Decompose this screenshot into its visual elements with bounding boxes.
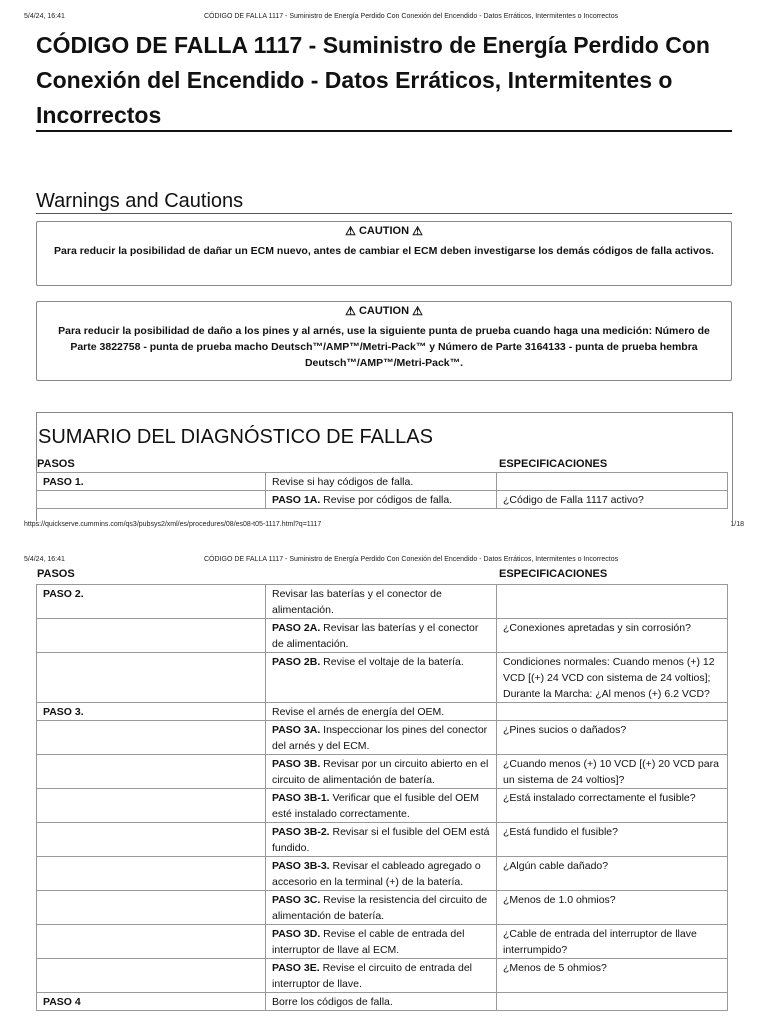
warnings-heading: Warnings and Cautions [36, 190, 244, 212]
caution-label: CAUTION [358, 225, 410, 237]
action-text: Verificar que el fusible del OEM esté instalado correctamente. [272, 792, 479, 820]
action-text: Revise la resistencia del circuito de alimentación de batería. [272, 894, 488, 922]
action-text: Revise el voltaje de la batería. [320, 656, 464, 668]
table-row [37, 653, 728, 703]
caution-label-row [37, 224, 731, 238]
warnings-divider [36, 213, 732, 214]
spec-cell: Condiciones normales: Cuando menos (+) 12 VCD [(+) 24 VCD con sistema de 24 voltios]; Durante la Marcha: ¿Al menos (+) 6.2 VCD? [497, 653, 728, 703]
step-cell [37, 823, 266, 857]
step-cell [37, 891, 266, 925]
col-header-pasos: PASOS [37, 458, 75, 470]
table-row [37, 491, 728, 509]
table-row [37, 619, 728, 653]
spec-cell: ¿Pines sucios o dañados? [497, 721, 728, 755]
action-step-label: PASO 3E. [272, 962, 320, 974]
step-cell: PASO 2. [37, 585, 266, 619]
header-date: 5/4/24, 16:41 [24, 556, 65, 563]
action-step-label: PASO 3B-1. [272, 792, 330, 804]
table-row [37, 891, 728, 925]
action-cell [266, 473, 497, 491]
caution-text: Para reducir la posibilidad de daño a los pines y al arnés, use la siguiente punta de prueba cuando haga una medición: Número de Parte 3822758 - punta de prueba macho Deutsch™/AMP™/Metri-Pack™ y Número de Parte 3164133 - punta de prueba hembra Deutsch™/AMP™/Metri-Pack™. [58, 325, 710, 369]
table-row [37, 721, 728, 755]
step-cell [37, 619, 266, 653]
action-text: Revisar por un circuito abierto en el circuito de alimentación de batería. [272, 758, 489, 786]
action-step-label: PASO 2A. [272, 622, 321, 634]
action-text: Revise por códigos de falla. [320, 494, 453, 506]
caution-box-1 [36, 221, 732, 286]
step-cell: PASO 1. [37, 473, 266, 491]
spec-cell: ¿Cuando menos (+) 10 VCD [(+) 20 VCD para un sistema de 24 voltios]? [497, 755, 728, 789]
action-text: Revise el circuito de entrada del interruptor de llave. [272, 962, 472, 990]
action-step-label: PASO 3C. [272, 894, 321, 906]
table-row [37, 703, 728, 721]
diagnostic-table-page2 [36, 584, 728, 1011]
action-text: Revisar si el fusible del OEM está fundido. [272, 826, 490, 854]
action-text: Borre los códigos de falla. [272, 996, 393, 1008]
table-row [37, 755, 728, 789]
step-cell [37, 789, 266, 823]
warning-triangle-icon: ⚠ [412, 304, 423, 318]
step-cell [37, 653, 266, 703]
step-cell [37, 491, 266, 509]
table-row [37, 857, 728, 891]
action-cell [266, 857, 497, 891]
action-text: Revisar el cableado agregado o accesorio en la terminal (+) de la batería. [272, 860, 481, 888]
step-cell [37, 721, 266, 755]
caution-box-2 [36, 301, 732, 381]
caution-text: Para reducir la posibilidad de dañar un ECM nuevo, antes de cambiar el ECM deben investigarse los demás códigos de falla activos. [54, 245, 714, 257]
action-cell [266, 891, 497, 925]
action-step-label: PASO 3D. [272, 928, 321, 940]
step-cell: PASO 3. [37, 703, 266, 721]
spec-cell: ¿Menos de 1.0 ohmios? [497, 891, 728, 925]
footer-page-number: 1/18 [730, 521, 744, 528]
warning-triangle-icon: ⚠ [345, 304, 356, 318]
diagnostic-table-page1 [36, 472, 728, 509]
action-step-label: PASO 2B. [272, 656, 321, 668]
col-header-pasos: PASOS [37, 568, 75, 580]
action-cell [266, 703, 497, 721]
spec-cell: ¿Menos de 5 ohmios? [497, 959, 728, 993]
spec-cell: ¿Conexiones apretadas y sin corrosión? [497, 619, 728, 653]
warning-triangle-icon: ⚠ [412, 224, 423, 238]
spec-cell [497, 703, 728, 721]
footer-url: https://quickserve.cummins.com/qs3/pubsys2/xml/es/procedures/08/es08-t05-1117.html?q=1117 [24, 521, 322, 528]
step-cell [37, 755, 266, 789]
action-step-label: PASO 3B-2. [272, 826, 330, 838]
col-header-spec: ESPECIFICACIONES [499, 568, 608, 580]
spec-cell: ¿Está instalado correctamente el fusible? [497, 789, 728, 823]
table-row [37, 993, 728, 1011]
table-row [37, 959, 728, 993]
step-cell: PASO 4 [37, 993, 266, 1011]
page-title: CÓDIGO DE FALLA 1117 - Suministro de Energía Perdido Con Conexión del Encendido - Datos Erráticos, Intermitentes o Incorrectos [36, 32, 710, 128]
action-cell [266, 721, 497, 755]
table-row [37, 789, 728, 823]
spec-cell [497, 993, 728, 1011]
action-text: Revise si hay códigos de falla. [272, 476, 414, 488]
step-cell [37, 925, 266, 959]
step-cell [37, 959, 266, 993]
action-text: Inspeccionar los pines del conector del arnés y del ECM. [272, 724, 488, 752]
action-cell [266, 491, 497, 509]
action-text: Revise el arnés de energía del OEM. [272, 706, 445, 718]
action-step-label: PASO 3A. [272, 724, 321, 736]
action-text: Revise el cable de entrada del interruptor de llave al ECM. [272, 928, 465, 956]
action-cell [266, 823, 497, 857]
warning-triangle-icon: ⚠ [345, 224, 356, 238]
action-cell [266, 925, 497, 959]
action-step-label: PASO 3B-3. [272, 860, 330, 872]
action-text: Revisar las baterías y el conector de alimentación. [272, 622, 479, 650]
header-date: 5/4/24, 16:41 [24, 13, 65, 20]
action-cell [266, 585, 497, 619]
table-row [37, 585, 728, 619]
action-cell [266, 993, 497, 1011]
action-step-label: PASO 1A. [272, 494, 321, 506]
summary-heading: SUMARIO DEL DIAGNÓSTICO DE FALLAS [38, 426, 433, 448]
action-cell [266, 959, 497, 993]
spec-cell: ¿Cable de entrada del interruptor de llave interrumpido? [497, 925, 728, 959]
action-step-label: PASO 3B. [272, 758, 321, 770]
col-header-spec: ESPECIFICACIONES [499, 458, 608, 470]
step-cell [37, 857, 266, 891]
caution-label-row [37, 304, 731, 318]
spec-cell: ¿Está fundido el fusible? [497, 823, 728, 857]
table-row [37, 823, 728, 857]
spec-cell [497, 473, 728, 491]
action-cell [266, 789, 497, 823]
header-title: CÓDIGO DE FALLA 1117 - Suministro de Energía Perdido Con Conexión del Encendido - Datos Erráticos, Intermitentes o Incorrectos [204, 556, 619, 563]
caution-label: CAUTION [358, 305, 410, 317]
action-cell [266, 619, 497, 653]
action-text: Revisar las baterías y el conector de alimentación. [272, 588, 442, 616]
title-divider [36, 130, 732, 132]
header-title: CÓDIGO DE FALLA 1117 - Suministro de Energía Perdido Con Conexión del Encendido - Datos Erráticos, Intermitentes o Incorrectos [204, 13, 619, 20]
table-row [37, 925, 728, 959]
spec-cell [497, 585, 728, 619]
spec-cell: ¿Código de Falla 1117 activo? [497, 491, 728, 509]
action-cell [266, 755, 497, 789]
table-row [37, 473, 728, 491]
action-cell [266, 653, 497, 703]
spec-cell: ¿Algún cable dañado? [497, 857, 728, 891]
